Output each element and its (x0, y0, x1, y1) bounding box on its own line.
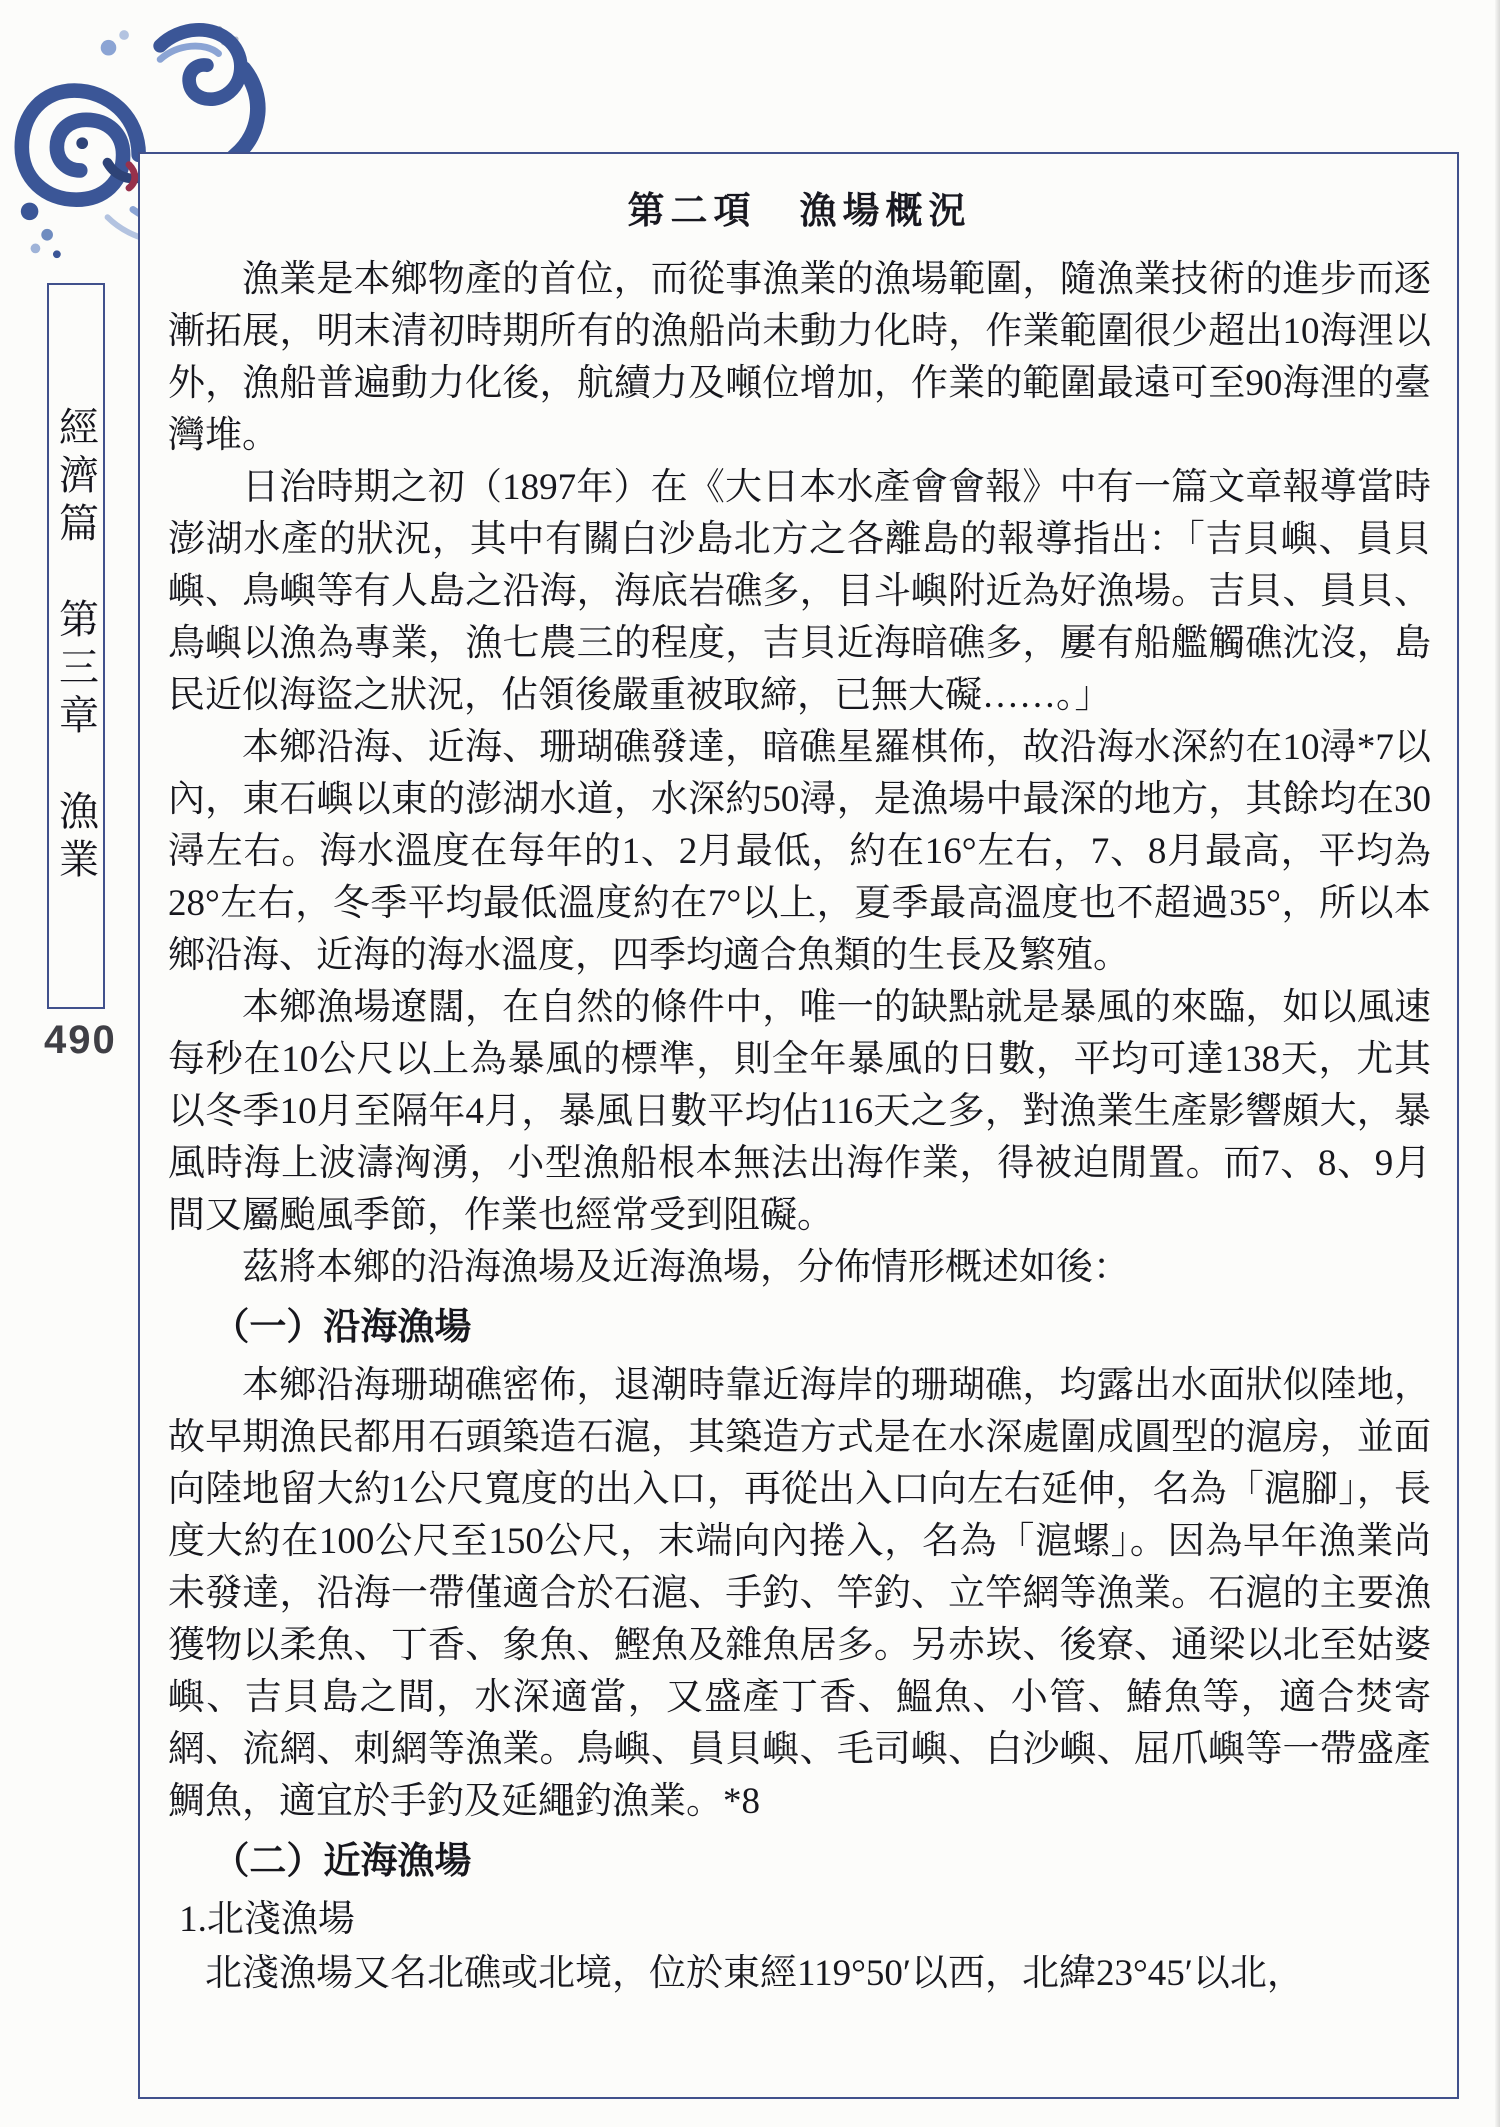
paragraph-north-shallow-location: 北淺漁場又名北礁或北境，位於東經119°50′以西，北緯23°45′以北， (205, 1953, 1304, 1994)
heading-coastal-fishing-ground: （一）沿海漁場 (212, 1307, 472, 1348)
page-number: 490 (44, 1018, 117, 1062)
scan-edge-shadow (1495, 0, 1500, 2127)
heading-north-shallow-ground: 1.北淺漁場 (179, 1899, 355, 1940)
paragraph-stone-weir: 本鄉沿海珊瑚礁密佈，退潮時靠近海岸的珊瑚礁，均露出水面狀似陸地，故早期漁民都用石頭築造石滬，其築造方式是在水深處圍成圓型的滬房，並面向陸地留大約1公尺寬度的出入口，再從出入口向左右延伸，名為「滬腳」，長度大約在100公尺至150公尺，末端向內捲入，名為「滬螺」。因為早年漁業尚未發達，沿海一帶僅適合於石滬、手釣、竿釣、立竿網等漁業。石滬的主要漁獲物以柔魚、丁香、象魚、鰹魚及雜魚居多。另赤崁、後寮、通梁以北至姑婆嶼、吉貝島之間，水深適當，又盛產丁香、鰮魚、小管、鰆魚等，適合焚寄網、流網、刺網等漁業。鳥嶼、員貝嶼、毛司嶼、白沙嶼、屈爪嶼等一帶盛產鯛魚，適宜於手釣及延繩釣漁業。*8 (168, 1365, 1431, 1822)
paragraph-fishing-range: 漁業是本鄉物產的首位，而從事漁業的漁場範圍，隨漁業技術的進步而逐漸拓展，明末清初時期所有的漁船尚未動力化時，作業範圍很少超出10海浬以外，漁船普遍動力化後，航續力及噸位增加，作業的範圍最遠可至90海浬的臺灣堆。 (168, 259, 1431, 456)
paragraph-japanese-era-report: 日治時期之初（1897年）在《大日本水產會會報》中有一篇文章報導當時澎湖水產的狀況，其中有關白沙島北方之各離島的報導指出：「吉貝嶼、員貝嶼、鳥嶼等有人島之沿海，海底岩礁多，目斗嶼附近為好漁場。吉貝、員貝、鳥嶼以漁為專業，漁七農三的程度，吉貝近海暗礁多，屢有船艦觸礁沈沒，島民近似海盜之狀況，佔領後嚴重被取締，已無大礙……。」 (168, 467, 1431, 716)
chapter-sidebar-label: 經濟篇 第三章 漁業 (53, 406, 99, 886)
chapter-sidebar (47, 283, 105, 1009)
section-title: 第二項 漁場概況 (627, 191, 972, 232)
content-frame (138, 152, 1459, 2099)
paragraph-sea-depth-temperature: 本鄉沿海、近海、珊瑚礁發達，暗礁星羅棋佈，故沿海水深約在10潯*7以內，東石嶼以東的澎湖水道，水深約50潯，是漁場中最深的地方，其餘均在30潯左右。海水溫度在每年的1、2月最低，約在16°左右，7、8月最高，平均為28°左右，冬季平均最低溫度約在7°以上，夏季最高溫度也不超過35°，所以本鄉沿海、近海的海水溫度，四季均適合魚類的生長及繁殖。 (168, 727, 1431, 976)
paragraph-overview-lead: 茲將本鄉的沿海漁場及近海漁場，分佈情形概述如後： (242, 1247, 1130, 1288)
paragraph-storm-days: 本鄉漁場遼闊，在自然的條件中，唯一的缺點就是暴風的來臨，如以風速每秒在10公尺以上為暴風的標準，則全年暴風的日數，平均可達138天，尤其以冬季10月至隔年4月，暴風日數平均佔116天之多，對漁業生產影響頗大，暴風時海上波濤洶湧，小型漁船根本無法出海作業，得被迫閒置。而7、8、9月間又屬颱風季節，作業也經常受到阻礙。 (168, 987, 1431, 1236)
heading-offshore-fishing-ground: （二）近海漁場 (212, 1841, 472, 1882)
